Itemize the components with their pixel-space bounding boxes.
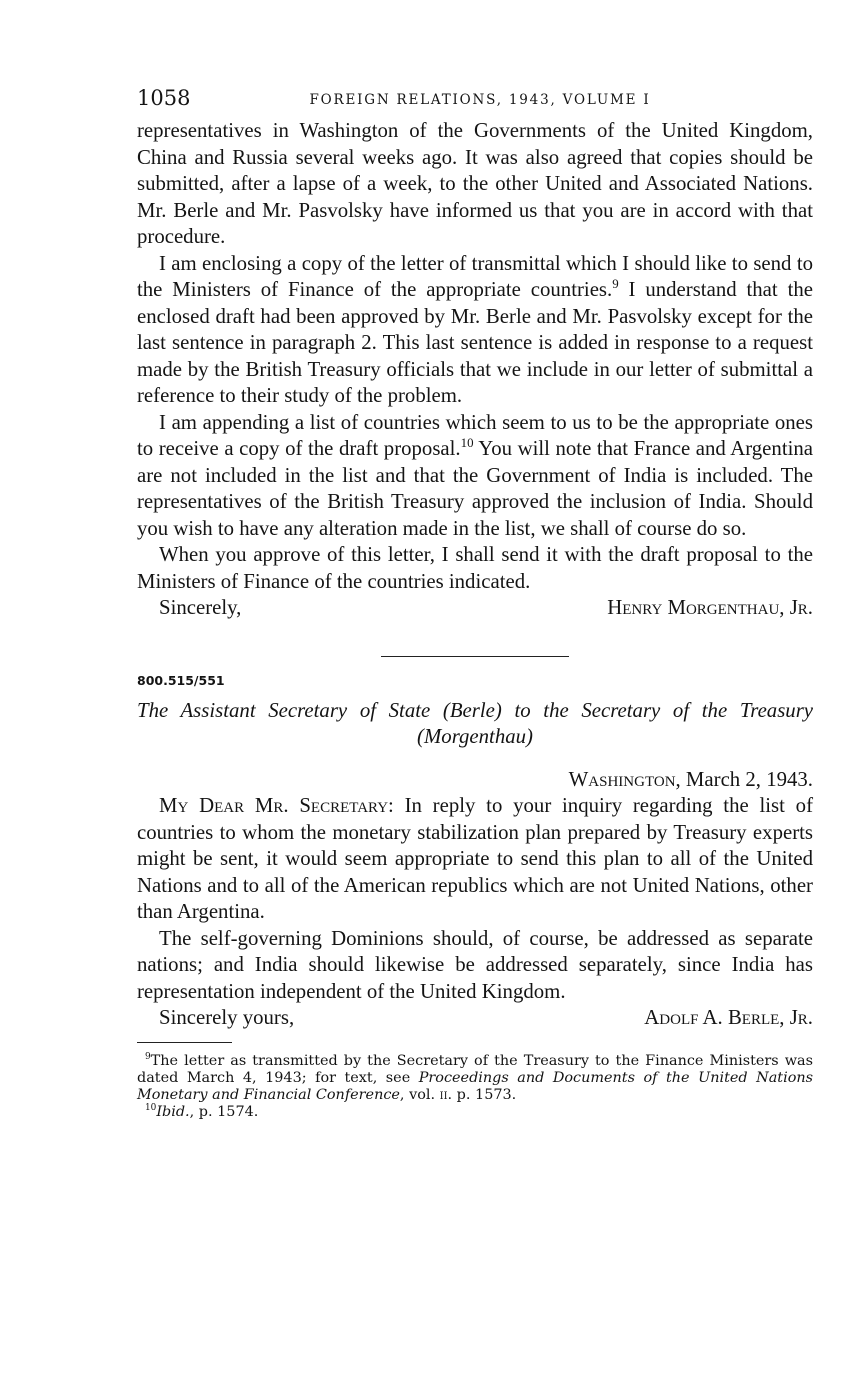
letter-berle — [137, 793, 813, 1032]
paragraph: My Dear Mr. Secretary: In reply to your inquiry regarding the list of countries to whom the monetary stabilization plan prepared by Treasury experts might be sent, it would seem appropriate to send this plan to all of the United Nations and to all of the American republics which are not United Nations, other than Argentina. — [137, 794, 813, 923]
page-header — [137, 86, 813, 118]
closing: Sincerely yours, — [159, 1006, 295, 1029]
footnote-10: $^{10}$Ibid., p. 1574. — [145, 1102, 259, 1120]
running-head: FOREIGN RELATIONS, 1943, VOLUME I — [309, 92, 651, 108]
signature: Adolf A. Berle, Jr. — [644, 1006, 813, 1029]
footnote-9: $^9$The letter as transmitted by the Secretary of the Treasury to the Finance Ministers was dated March 4, 1943; for text, see Proceedings and Documents of the United Nations Monetary and Financial Conference, vol. ii. p. 1573. — [137, 1051, 814, 1103]
paragraph: I am enclosing a copy of the letter of transmittal which I should like to send to the Ministers of Finance of the appropriate countries.$^9$ I understand that the enclosed draft had been approved by Mr. Berle and Mr. Pasvolsky except for the last sentence in paragraph 2. This last sentence is added in response to a request made by the British Treasury officials that we include in our letter of submittal a reference to their study of the problem. — [137, 251, 813, 407]
place: Washington — [568, 767, 676, 791]
signature: Henry Morgenthau, Jr. — [607, 596, 813, 619]
footnote-ref[interactable]: 10 — [460, 436, 474, 451]
document-page — [137, 86, 813, 1121]
paragraph: I am appending a list of countries which seem to us to be the appropriate ones to receive a copy of the draft proposal.$^{10}$ You will note that France and Argentina are not included in the list and that the Government of India is included. The representatives of the British Treasury approved the inclusion of India. Should you wish to have any alteration made in the list, we shall of course do so. — [137, 410, 813, 540]
paragraph: The self-governing Dominions should, of course, be addressed as separate nations; and India should likewise be addressed separately, since India has representation independent of the United Kingdom. — [137, 926, 813, 1003]
paragraph: representatives in Washington of the Governments of the United Kingdom, China and Russia several weeks ago. It was also agreed that copies should be submitted, after a lapse of a week, to the other United and Associated Nations. Mr. Berle and Mr. Pasvolsky have informed us that you are in accord with that procedure. — [137, 119, 813, 248]
file-reference: 800.515/551 — [137, 672, 225, 688]
paragraph: When you approve of this letter, I shall send it with the draft proposal to the Ministers of Finance of the countries indicated. — [137, 543, 813, 593]
closing: Sincerely, — [159, 596, 242, 619]
dateline — [137, 767, 813, 794]
page-number: 1058 — [137, 86, 191, 110]
closing-row — [137, 595, 813, 622]
footnote-ref[interactable]: 9 — [612, 277, 619, 292]
date: , March 2, 1943. — [675, 767, 813, 791]
footnote-divider — [137, 1042, 232, 1043]
closing-row — [137, 1005, 813, 1032]
document-title: The Assistant Secretary of State (Berle) to the Secretary of the Treasury (Morgenthau) — [137, 698, 814, 748]
footnotes — [137, 1053, 813, 1121]
salutation: My Dear Mr. Secretary — [159, 794, 389, 817]
section-divider — [381, 656, 569, 657]
letter-morgenthau — [137, 118, 813, 622]
